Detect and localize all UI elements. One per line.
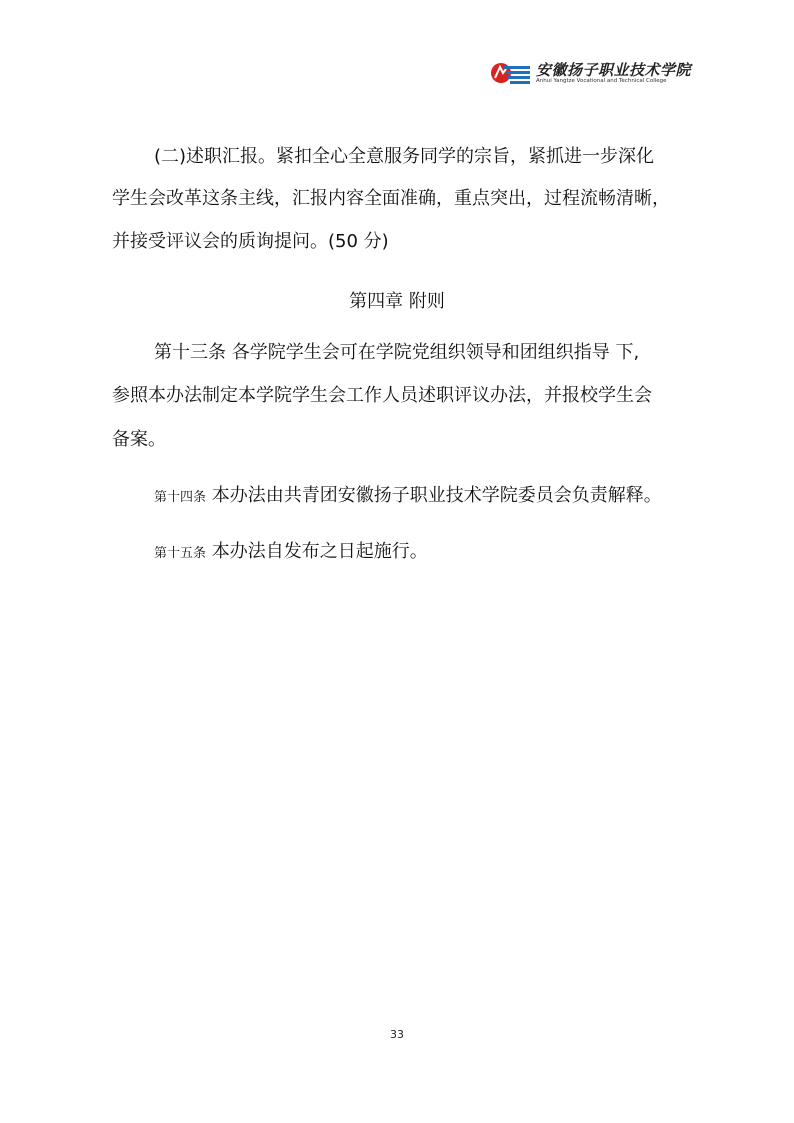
article-14-paragraph (154, 487, 724, 507)
paragraph-line: 备案。 (112, 429, 166, 450)
college-name-cn: 安徽扬子职业技术学院 (536, 61, 692, 79)
paragraph-line: (二)述职汇报。紧扣全心全意服务同学的宗旨，紧抓进一步深化 (154, 146, 655, 167)
college-name-en: Anhui Yangtze Vocational and Technical College (536, 78, 667, 84)
article-text: 本办法由共青团安徽扬子职业技术学院委员会负责解释。 (211, 485, 662, 506)
paragraph-line: 并接受评议会的质询提问。(50 分) (112, 231, 389, 252)
article-15-paragraph (154, 543, 724, 563)
article-number: 第十五条 (154, 546, 207, 561)
college-logo (490, 56, 692, 94)
paragraph-line: 学生会改革这条主线，汇报内容全面准确，重点突出，过程流畅清晰， (112, 188, 670, 209)
article-number: 第十四条 (154, 490, 207, 505)
chapter-heading: 第四章 附则 (349, 291, 445, 312)
paragraph-line: 第十三条 各学院学生会可在学院党组织领导和团组织指导 下, (154, 342, 640, 363)
page-number: 33 (390, 1028, 404, 1041)
college-emblem-icon (490, 60, 532, 88)
paragraph-line: 参照本办法制定本学院学生会工作人员述职评议办法，并报校学生会 (112, 385, 652, 406)
article-text: 本办法自发布之日起施行。 (211, 541, 428, 562)
